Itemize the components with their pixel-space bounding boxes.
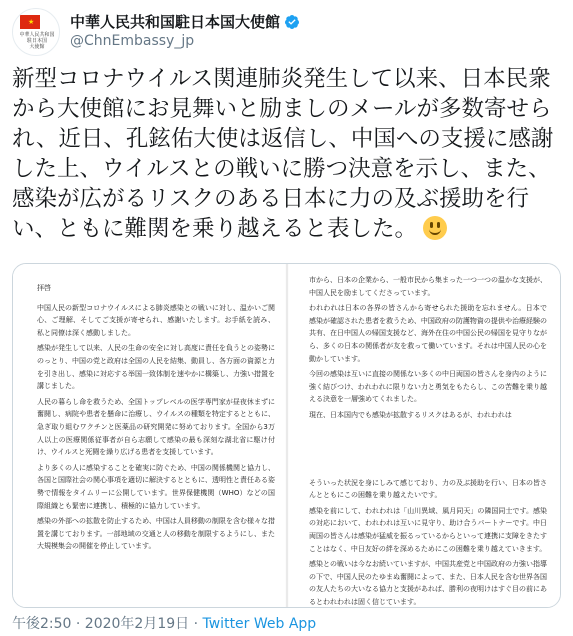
- letter-paragraph: 感染が発生して以来、人民の生命の安全に対し高度に責任を負うとの姿勢にのっとり、中国の党と政府は全国の人民を結集、動員し、各方面の資源と力を引き出し、感染に対応する举国一致体制を速やかに構築し、力強い措置を講じました。: [37, 344, 275, 391]
- tweet-source-link[interactable]: Twitter Web App: [202, 616, 317, 632]
- account-handle[interactable]: @ChnEmbassy_jp: [70, 33, 195, 49]
- letter-paragraph: より多くの人に感染することを確実に防ぐため、中国の関係機関と協力し、各国と国際社会の関心事項を適切に解決するとともに、透明性と責任ある姿勢で情報をタイムリーに公開しています。世界保健機関（WHO）などの国際組織とも緊密に連携し、積極的に協力しています。: [37, 463, 275, 510]
- tweet-header: [12, 6, 561, 54]
- page-divider: [286, 264, 288, 607]
- tweet-body: 新型コロナウイルス関連肺炎発生して以来、日本民衆から大使館にお見舞いと励ましのメールが多数寄せられ、近日、孔鉉佑大使は返信し、中国への支援に感謝した上、ウイルスとの戦いに勝つ決意を示し、また、感染が広がるリスクのある日本に力の及ぶ援助を行い、ともに難関を乗り越えると表した。: [12, 66, 554, 242]
- letter-page-right: [289, 264, 561, 607]
- avatar-caption-2: 駐日本国: [26, 38, 47, 44]
- letter-paragraph: 今回の感染は互いに直接の関係ない多くの中日両国の皆さんを身内のように強く結びつけ、われわれに限りない力と勇気をもたらし、この苦難を乗り越える決意を一層強めてくれました。: [309, 370, 547, 404]
- tweet-timestamp[interactable]: 午後2:50 · 2020年2月19日 ·: [12, 616, 203, 632]
- letter-paragraph: われわれは日本の各界の皆さんから寄せられた援助を忘れません。日本で感染が確認された患者を救うため、中国政府の防護物資の提供や治療経験の共有、在日中国人の帰国支援など、海外在住の中国公民の帰国を見守りながら、多くの日本の関係者が友を救って働いています。それは中国人民の心を動かしています。: [309, 304, 547, 363]
- letter-page-left: [13, 264, 285, 607]
- account-name[interactable]: 中華人民共和国駐日本国大使館: [70, 13, 281, 31]
- avatar-caption-1: 中華人民共和国: [19, 32, 55, 38]
- letter-paragraph: そういった状況を身にしみて感じており、力の及ぶ援助を行い、日本の皆さんとともにこの困難を乗り越えたいです。: [309, 478, 547, 500]
- letter-paragraph: 感染を前にして、われわれは「山川異域、風月同天」の隣国同士です。感染の対応において、われわれは互いに見守り、助け合うパートナーです。中日両国の皆さんは感染が猛威を振るっているからといって連携に支障をきたすことはなく、中日友好の絆を深めるためにこの困難を乗り越えていきます。: [309, 506, 547, 553]
- tweet-text: [12, 64, 561, 244]
- smiling-face-icon: [423, 216, 447, 240]
- letter-paragraph: 中国人民の新型コロナウイルスによる肺炎感染との戦いに対し、温かいご関心、ご理解、そしてご支援が寄せられ、感謝いたします。お手紙を読み、私と同僚は深く感動しました。: [37, 303, 275, 337]
- letter-paragraph: 人民の暮らし命を救うため、全国トップレベルの医学専門家が昼夜休まずに奮闘し、病院や患者を懸命に治療し、ウイルスの種類を特定するとともに、急ぎ取り組むワクチンと医薬品の研究開発に努めております。全国から3万人以上の医療関係従事者が自ら志願して感染の最も深刻な湖北省に駆け付け、ウイルスと死闘を繰り広げる患者を支援しています。: [37, 397, 275, 457]
- page-gap: [309, 425, 547, 477]
- letter-paragraph: 市から、日本の企業から、一般市民から集まった一つ一つの温かな支援が、中国人民を励ましてくださっています。: [309, 276, 547, 297]
- avatar[interactable]: [12, 8, 60, 56]
- letter-paragraph: 感染の外部への拡散を防止するため、中国は人員移動の制限を含む様々な措置を講じております。一部地域の交通と人の移動を制限するようにし、また大規模集会の開催を停止しています。: [37, 517, 275, 551]
- tweet-footer: [12, 613, 316, 633]
- letter-paragraph: 現在、日本国内でも感染が拡散するリスクはあるが、われわれは: [309, 410, 512, 419]
- letter-salutation: 拝啓: [37, 284, 51, 292]
- letter-paragraph: 感染との戦いは今なお続いていますが、中国共産党と中国政府の力強い指導の下で、中国人民のたゆまぬ奮闘によって、また、日本人民を含む世界各国の友人たちの大いなる協力と支援があれば、勝利の夜明けはすぐ目の前にあるとわれわれは固く信じています。: [309, 560, 547, 606]
- china-flag-icon: ★: [20, 15, 40, 29]
- avatar-caption-3: 大使館: [29, 44, 45, 50]
- tweet-image[interactable]: [12, 263, 561, 608]
- verified-badge-icon: [284, 14, 300, 30]
